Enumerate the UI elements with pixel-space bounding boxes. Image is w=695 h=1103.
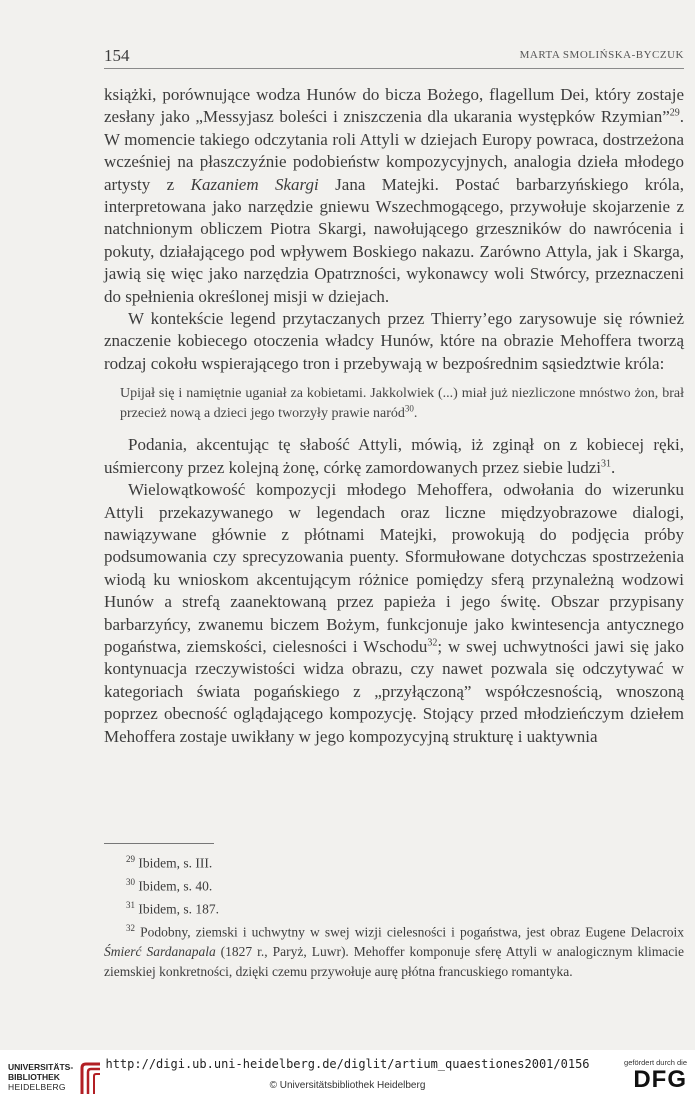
copyright-notice: © Universitätsbibliothek Heidelberg	[269, 1080, 426, 1091]
footnote-29: $^{29}$ Ibidem, s. III.	[126, 854, 213, 871]
footnote-ref-30[interactable]: 30	[404, 403, 414, 414]
permalink-url[interactable]: http://digi.ub.uni-heidelberg.de/diglit/artium_quaestiones2001/0156	[105, 1057, 590, 1071]
body-text	[104, 84, 684, 748]
footnote-divider	[104, 843, 214, 844]
footnote-32: $^{32}$ Podobny, ziemski i uchwytny w swej wizji cielesności i pogaństwa, jest obraz Eugene Delacroix Śmierć Sardanapala (1827 r., Paryż, Luwr). Mehoffer komponuje sferę Attyli w analogicznym klimacie ziemskiej konkretności, dzięki czemu przywołuje aurę płótna francuskiego romantyka.	[104, 923, 684, 979]
footnote-31: $^{31}$ Ibidem, s. 187.	[126, 900, 219, 917]
footnote-ref-31[interactable]: 31	[601, 458, 612, 470]
footer-bar	[0, 1050, 695, 1103]
footnote-30: $^{30}$ Ibidem, s. 40.	[126, 877, 213, 894]
paragraph-2: W kontekście legend przytaczanych przez Thierry’ego zarysowuje się również znaczenie kobiecego otoczenia władcy Hunów, które na obrazie Mehoffera tworzą rodzaj cokołu wspierającego tron i przebywają w bezpośrednim sąsiedztwie króla:	[104, 309, 684, 373]
running-head: MARTA SMOLIŃSKA-BYCZUK	[519, 49, 684, 61]
paragraph-4: Wielowątkowość kompozycji młodego Mehoffera, odwołania do wizerunku Attyli przekazywanego w legendach oraz liczne międzyobrazowe dialogi, nawiązywane głównie z płótnami Matejki, prowokują do podjęcia próby podsumowania czy sprecyzowania puenty. Sformułowane dotychczas spostrzeżenia wiodą ku wnioskom akcentującym różnice pomiędzy sferą przynależną wodzowi Hunów a strefą zaanektowaną przez papieża i jego świtę. Obszar przypisany barbarzyńcy, zwanemu biczem Bożym, funkcjonuje jako kwintesencja antycznego pogaństwa, ziemskości, cielesności i Wschodu$^{32}$; w swej uchwytności jawi się jako kontynuacja rzeczywistości widza obrazu, czy nawet pozwala się odczytywać w kategoriach świata pogańskiego z „przyłączoną” współczesnością, wnoszoną poprzez obecność oglądającego kompozycję. Stojący przed młodzieńczym dziełem Mehoffera zostaje uwikłany w jego kompozycyjną strukturę i uaktywnia	[104, 480, 685, 746]
paragraph-1: książki, porównujące wodza Hunów do bicza Bożego, flagellum Dei, który zostaje zesłany jako „Messyjasz boleści i zniszczenia dla ukarania występków Rzymian”$^{29}$. W momencie takiego odczytania roli Attyli w dziejach Europy powraca, dostrzeżona wcześniej na płaszczyźnie podobieństw kompozycyjnych, analogia dzieła młodego artysty z Kazaniem Skargi Jana Matejki. Postać barbarzyńskiego króla, interpretowana jako narzędzie gniewu Wszechmogącego, przywołuje skojarzenie z natchnionym obliczem Piotra Skargi, nawołującego grzeszników do nawrócenia i pokuty, działającego pod wpływem Boskiego nakazu. Zarówno Attyla, jak i Skarga, jawią się więc jako narzędzia Opatrzności, wykonawcy woli Stwórcy, przeznaczeni do spełnienia określonej misji w dziejach.	[104, 85, 684, 306]
footnotes	[104, 850, 684, 981]
footnote-ref-29[interactable]: 29	[669, 107, 680, 119]
footnote-ref-32[interactable]: 32	[427, 637, 438, 649]
page-number: 154	[104, 46, 130, 65]
paragraph-3: Podania, akcentując tę słabość Attyli, mówią, iż zginął on z kobiecej ręki, uśmiercony przez kolejną żonę, córkę zamordowanych przez siebie ludzi$^{31}$.	[104, 435, 684, 477]
block-quote: Upijał się i namiętnie uganiał za kobietami. Jakkolwiek (...) miał już niezliczone mnóstwo żon, brał przecież nową a dzieci jego tworzyły prawie naród$^{30}$.	[120, 386, 684, 422]
dfg-logo[interactable]: gefördert durch die DFG	[624, 1058, 687, 1093]
page-header	[104, 44, 684, 69]
university-library-logo[interactable]: UNIVERSITÄTS- BIBLIOTHEK HEIDELBERG	[8, 1060, 98, 1100]
